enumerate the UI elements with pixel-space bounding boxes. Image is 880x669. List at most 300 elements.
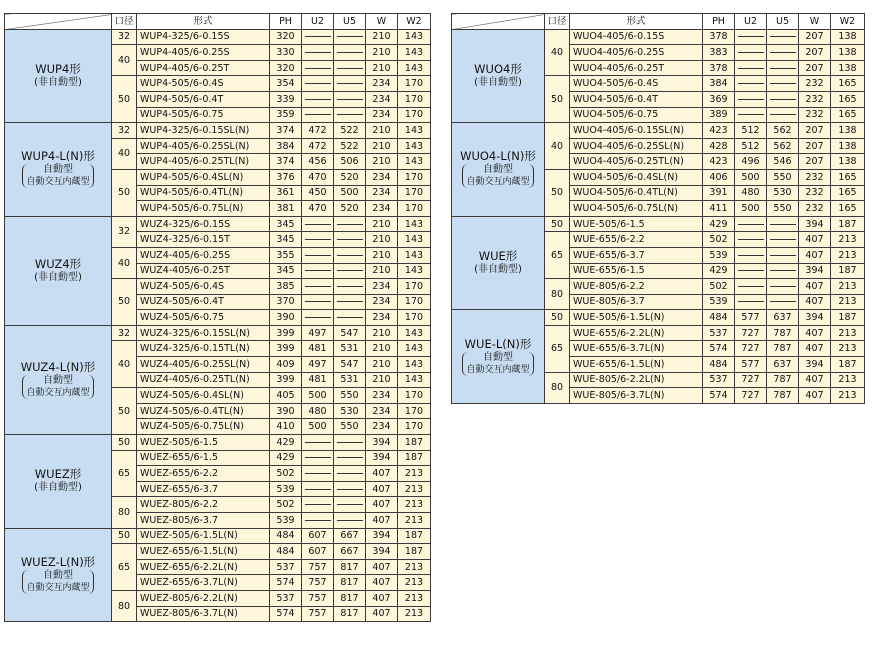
w-cell: 210 xyxy=(366,60,398,76)
w2-cell: 138 xyxy=(831,138,865,154)
u5-cell: 550 xyxy=(334,388,366,404)
w-cell: 394 xyxy=(799,263,831,279)
u2-cell: 757 xyxy=(302,575,334,591)
ph-cell: 484 xyxy=(703,357,735,373)
series-type-bracket xyxy=(462,352,533,376)
model-cell: WUE-655/6-3.7L(N) xyxy=(570,341,703,357)
w2-cell: 170 xyxy=(398,76,431,92)
w-cell: 407 xyxy=(366,513,398,529)
w2-cell: 187 xyxy=(398,544,431,560)
series-type-text: 自動型 xyxy=(42,164,73,176)
w2-cell: 138 xyxy=(831,29,865,45)
model-cell: WUE-655/6-1.5L(N) xyxy=(570,357,703,373)
u2-cell: 577 xyxy=(735,357,767,373)
diameter-cell: 80 xyxy=(112,497,137,528)
w-cell: 407 xyxy=(366,575,398,591)
dash-line xyxy=(337,52,363,53)
dash-line xyxy=(738,239,764,240)
u5-cell-dash xyxy=(334,497,366,513)
w-cell: 210 xyxy=(366,247,398,263)
u2-cell-dash xyxy=(302,107,334,123)
corner-diagonal-cell xyxy=(5,14,112,30)
model-cell: WUZ4-505/6-0.4TL(N) xyxy=(137,403,270,419)
series-label-cell xyxy=(5,435,112,529)
series-label-cell xyxy=(5,216,112,325)
u2-cell-dash xyxy=(302,29,334,45)
u2-cell: 456 xyxy=(302,154,334,170)
model-cell: WUEZ-655/6-2.2 xyxy=(137,466,270,482)
w-cell: 210 xyxy=(366,216,398,232)
u2-cell: 500 xyxy=(735,201,767,217)
u5-cell: 817 xyxy=(334,575,366,591)
u2-cell-dash xyxy=(302,497,334,513)
w-cell: 210 xyxy=(366,263,398,279)
ph-cell: 410 xyxy=(270,419,302,435)
dash-line xyxy=(770,68,796,69)
w-cell: 394 xyxy=(366,435,398,451)
dash-line xyxy=(305,270,331,271)
series-name: WUP4-L(N)形 xyxy=(21,149,95,164)
ph-cell: 320 xyxy=(270,29,302,45)
w-header: W xyxy=(366,14,398,30)
ph-cell: 345 xyxy=(270,263,302,279)
w-cell: 407 xyxy=(799,372,831,388)
u2-cell-dash xyxy=(735,247,767,263)
series-type-text: (非自動型) xyxy=(474,76,522,88)
diameter-header: 口径 xyxy=(112,14,137,30)
w-cell: 234 xyxy=(366,294,398,310)
model-cell: WUE-805/6-3.7 xyxy=(570,294,703,310)
u2-cell-dash xyxy=(735,107,767,123)
w2-cell: 213 xyxy=(398,606,431,622)
w2-cell: 170 xyxy=(398,419,431,435)
w2-cell: 213 xyxy=(398,590,431,606)
table-row xyxy=(452,310,865,326)
w2-cell: 170 xyxy=(398,107,431,123)
table-row xyxy=(5,123,431,139)
model-cell: WUO4-505/6-0.4TL(N) xyxy=(570,185,703,201)
ph-cell: 385 xyxy=(270,279,302,295)
u2-header: U2 xyxy=(302,14,334,30)
w-cell: 210 xyxy=(366,154,398,170)
ph-cell: 409 xyxy=(270,357,302,373)
u2-cell: 496 xyxy=(735,154,767,170)
u2-cell: 500 xyxy=(302,419,334,435)
u2-cell-dash xyxy=(302,310,334,326)
u2-cell: 497 xyxy=(302,357,334,373)
dash-line xyxy=(337,99,363,100)
diameter-cell: 50 xyxy=(112,76,137,123)
u5-cell-dash xyxy=(334,107,366,123)
u5-cell: 787 xyxy=(767,372,799,388)
model-cell: WUO4-405/6-0.25T xyxy=(570,60,703,76)
dash-line xyxy=(738,255,764,256)
diameter-cell: 50 xyxy=(112,279,137,326)
u2-cell-dash xyxy=(302,450,334,466)
w-cell: 207 xyxy=(799,138,831,154)
dash-line xyxy=(305,36,331,37)
model-cell: WUP4-405/6-0.25S xyxy=(137,45,270,61)
u5-cell-dash xyxy=(334,232,366,248)
model-cell: WUO4-505/6-0.75L(N) xyxy=(570,201,703,217)
w-cell: 207 xyxy=(799,123,831,139)
u5-cell-dash xyxy=(767,91,799,107)
u2-cell-dash xyxy=(302,247,334,263)
u2-cell-dash xyxy=(302,60,334,76)
series-name: WUEZ-L(N)形 xyxy=(20,554,96,569)
model-cell: WUEZ-655/6-3.7L(N) xyxy=(137,575,270,591)
w2-cell: 213 xyxy=(398,575,431,591)
u5-cell: 637 xyxy=(767,310,799,326)
w-cell: 407 xyxy=(366,481,398,497)
w2-cell: 170 xyxy=(398,91,431,107)
u5-cell: 547 xyxy=(334,357,366,373)
dash-line xyxy=(770,224,796,225)
u2-cell-dash xyxy=(302,216,334,232)
dash-line xyxy=(305,224,331,225)
w2-cell: 143 xyxy=(398,60,431,76)
series-name: WUE形 xyxy=(478,249,518,263)
u2-cell-dash xyxy=(302,45,334,61)
model-cell: WUZ4-405/6-0.25TL(N) xyxy=(137,372,270,388)
w2-cell: 213 xyxy=(398,466,431,482)
ph-cell: 389 xyxy=(703,107,735,123)
dash-line xyxy=(770,114,796,115)
dash-line xyxy=(337,317,363,318)
u2-cell: 727 xyxy=(735,372,767,388)
w-cell: 407 xyxy=(799,325,831,341)
u2-cell-dash xyxy=(302,435,334,451)
dash-line xyxy=(337,473,363,474)
u5-cell: 522 xyxy=(334,123,366,139)
model-cell: WUP4-505/6-0.75 xyxy=(137,107,270,123)
series-type-bracket xyxy=(22,164,93,188)
w2-cell: 143 xyxy=(398,138,431,154)
ph-cell: 574 xyxy=(270,575,302,591)
u5-cell-dash xyxy=(767,216,799,232)
u5-cell: 787 xyxy=(767,388,799,404)
u2-cell-dash xyxy=(735,60,767,76)
u2-cell-dash xyxy=(735,91,767,107)
u5-cell-dash xyxy=(334,279,366,295)
u5-cell: 550 xyxy=(334,419,366,435)
u5-cell: 817 xyxy=(334,559,366,575)
diameter-cell: 40 xyxy=(545,29,570,76)
model-cell: WUP4-505/6-0.4SL(N) xyxy=(137,169,270,185)
u2-cell: 577 xyxy=(735,310,767,326)
ph-cell: 429 xyxy=(270,435,302,451)
ph-cell: 345 xyxy=(270,216,302,232)
dash-line xyxy=(738,52,764,53)
diameter-cell: 50 xyxy=(545,169,570,216)
u5-cell: 667 xyxy=(334,528,366,544)
diameter-cell: 80 xyxy=(545,279,570,310)
w2-cell: 170 xyxy=(398,201,431,217)
model-cell: WUEZ-805/6-3.7 xyxy=(137,513,270,529)
model-cell: WUO4-505/6-0.4S xyxy=(570,76,703,92)
model-header: 形式 xyxy=(137,14,270,30)
dash-line xyxy=(770,83,796,84)
dash-line xyxy=(337,489,363,490)
u5-cell-dash xyxy=(334,91,366,107)
w2-cell: 138 xyxy=(831,154,865,170)
u5-cell: 531 xyxy=(334,372,366,388)
w2-cell: 165 xyxy=(831,91,865,107)
w-cell: 210 xyxy=(366,372,398,388)
ph-cell: 355 xyxy=(270,247,302,263)
w2-cell: 213 xyxy=(398,513,431,529)
w2-cell: 187 xyxy=(831,310,865,326)
u2-cell: 607 xyxy=(302,544,334,560)
model-cell: WUEZ-655/6-1.5L(N) xyxy=(137,544,270,560)
u5-cell-dash xyxy=(334,435,366,451)
w2-header: W2 xyxy=(831,14,865,30)
u5-cell-dash xyxy=(334,60,366,76)
series-type-text: 自動交互内蔵型 xyxy=(26,177,90,188)
ph-cell: 484 xyxy=(270,544,302,560)
series-name: WUEZ形 xyxy=(34,467,82,482)
model-cell: WUE-805/6-2.2L(N) xyxy=(570,372,703,388)
dash-line xyxy=(305,114,331,115)
series-type-text: 自動型 xyxy=(482,351,513,363)
series-type-text: (非自動型) xyxy=(34,76,82,88)
diameter-cell: 32 xyxy=(112,325,137,341)
u5-cell-dash xyxy=(767,263,799,279)
u5-cell: 550 xyxy=(767,169,799,185)
model-cell: WUZ4-325/6-0.15TL(N) xyxy=(137,341,270,357)
dash-line xyxy=(305,99,331,100)
series-type-text: 自動交互内蔵型 xyxy=(26,582,90,593)
w2-cell: 143 xyxy=(398,372,431,388)
series-type-bracket xyxy=(22,375,93,399)
w-cell: 407 xyxy=(799,279,831,295)
w-cell: 210 xyxy=(366,325,398,341)
series-label-cell xyxy=(5,325,112,434)
u5-cell: 550 xyxy=(767,201,799,217)
spec-table-left-body xyxy=(5,14,431,622)
w2-cell: 170 xyxy=(398,403,431,419)
series-type-text: (非自動型) xyxy=(474,264,522,275)
u5-cell: 520 xyxy=(334,169,366,185)
model-cell: WUP4-405/6-0.25TL(N) xyxy=(137,154,270,170)
w2-cell: 143 xyxy=(398,325,431,341)
ph-cell: 537 xyxy=(703,325,735,341)
w2-cell: 213 xyxy=(831,279,865,295)
model-cell: WUP4-405/6-0.25T xyxy=(137,60,270,76)
w-cell: 234 xyxy=(366,279,398,295)
w2-cell: 213 xyxy=(831,372,865,388)
diameter-cell: 65 xyxy=(112,544,137,591)
table-row xyxy=(5,435,431,451)
w-cell: 232 xyxy=(799,201,831,217)
ph-cell: 361 xyxy=(270,185,302,201)
u5-cell-dash xyxy=(767,60,799,76)
w2-cell: 143 xyxy=(398,29,431,45)
u5-cell: 530 xyxy=(334,403,366,419)
u5-cell-dash xyxy=(334,263,366,279)
dash-line xyxy=(337,224,363,225)
w2-cell: 213 xyxy=(398,497,431,513)
model-cell: WUEZ-505/6-1.5L(N) xyxy=(137,528,270,544)
ph-cell: 370 xyxy=(270,294,302,310)
w2-cell: 165 xyxy=(831,169,865,185)
w-cell: 234 xyxy=(366,107,398,123)
w2-cell: 213 xyxy=(398,481,431,497)
model-cell: WUO4-505/6-0.75 xyxy=(570,107,703,123)
w-cell: 234 xyxy=(366,91,398,107)
diameter-cell: 32 xyxy=(112,123,137,139)
spec-table-left xyxy=(4,13,431,622)
ph-cell: 354 xyxy=(270,76,302,92)
diameter-cell: 50 xyxy=(545,76,570,123)
w2-cell: 213 xyxy=(831,232,865,248)
w2-cell: 170 xyxy=(398,185,431,201)
ph-cell: 502 xyxy=(703,279,735,295)
series-label-cell xyxy=(452,123,545,217)
model-cell: WUEZ-805/6-3.7L(N) xyxy=(137,606,270,622)
dash-line xyxy=(738,68,764,69)
u5-cell: 787 xyxy=(767,341,799,357)
ph-cell: 539 xyxy=(703,294,735,310)
ph-cell: 429 xyxy=(703,263,735,279)
u5-cell-dash xyxy=(767,279,799,295)
ph-cell: 423 xyxy=(703,154,735,170)
w-cell: 394 xyxy=(799,357,831,373)
ph-cell: 574 xyxy=(270,606,302,622)
w2-cell: 187 xyxy=(831,357,865,373)
dash-line xyxy=(770,270,796,271)
ph-cell: 406 xyxy=(703,169,735,185)
u2-cell: 480 xyxy=(302,403,334,419)
u2-cell: 481 xyxy=(302,341,334,357)
series-type-text: 自動交互内蔵型 xyxy=(466,364,530,375)
dash-line xyxy=(337,301,363,302)
diameter-cell: 50 xyxy=(545,310,570,326)
w-cell: 210 xyxy=(366,29,398,45)
model-cell: WUEZ-805/6-2.2 xyxy=(137,497,270,513)
model-cell: WUP4-325/6-0.15SL(N) xyxy=(137,123,270,139)
dash-line xyxy=(738,99,764,100)
w2-cell: 187 xyxy=(398,528,431,544)
w-cell: 232 xyxy=(799,107,831,123)
u5-cell-dash xyxy=(767,107,799,123)
table-row xyxy=(5,29,431,45)
ph-cell: 429 xyxy=(703,216,735,232)
u5-cell-dash xyxy=(334,466,366,482)
diameter-cell: 50 xyxy=(545,216,570,232)
model-cell: WUZ4-505/6-0.4T xyxy=(137,294,270,310)
w-cell: 207 xyxy=(799,45,831,61)
series-name: WUZ4-L(N)形 xyxy=(20,359,96,374)
u5-header: U5 xyxy=(334,14,366,30)
u5-cell: 817 xyxy=(334,606,366,622)
model-cell: WUZ4-505/6-0.4S xyxy=(137,279,270,295)
diameter-header: 口径 xyxy=(545,14,570,30)
w-cell: 407 xyxy=(799,232,831,248)
series-label-cell xyxy=(5,29,112,123)
w2-cell: 143 xyxy=(398,45,431,61)
u5-cell: 817 xyxy=(334,590,366,606)
u5-cell: 787 xyxy=(767,325,799,341)
dash-line xyxy=(305,442,331,443)
series-type-text: 自動型 xyxy=(42,569,73,581)
dash-line xyxy=(738,286,764,287)
u5-cell-dash xyxy=(334,247,366,263)
model-cell: WUP4-505/6-0.4TL(N) xyxy=(137,185,270,201)
u2-cell-dash xyxy=(302,294,334,310)
series-name: WUE-L(N)形 xyxy=(464,336,532,351)
u2-cell-dash xyxy=(302,91,334,107)
w2-cell: 170 xyxy=(398,294,431,310)
diameter-cell: 50 xyxy=(112,388,137,435)
w2-cell: 138 xyxy=(831,60,865,76)
diameter-cell: 40 xyxy=(112,45,137,76)
w2-cell: 143 xyxy=(398,154,431,170)
ph-cell: 339 xyxy=(270,91,302,107)
dash-line xyxy=(305,286,331,287)
ph-cell: 537 xyxy=(270,559,302,575)
u5-cell-dash xyxy=(334,29,366,45)
series-type-text: (非自動型) xyxy=(34,271,82,283)
dash-line xyxy=(337,255,363,256)
ph-cell: 399 xyxy=(270,341,302,357)
model-cell: WUE-655/6-2.2 xyxy=(570,232,703,248)
table-row xyxy=(452,29,865,45)
ph-cell: 484 xyxy=(270,528,302,544)
series-label-cell xyxy=(452,29,545,123)
w-header: W xyxy=(799,14,831,30)
dash-line xyxy=(305,239,331,240)
w-cell: 234 xyxy=(366,388,398,404)
w2-cell: 165 xyxy=(831,185,865,201)
u5-cell: 530 xyxy=(767,185,799,201)
w2-cell: 143 xyxy=(398,232,431,248)
u2-cell: 727 xyxy=(735,325,767,341)
diameter-cell: 50 xyxy=(112,528,137,544)
model-cell: WUEZ-505/6-1.5 xyxy=(137,435,270,451)
ph-cell: 502 xyxy=(703,232,735,248)
w-cell: 407 xyxy=(799,388,831,404)
model-cell: WUZ4-505/6-0.75L(N) xyxy=(137,419,270,435)
ph-cell: 428 xyxy=(703,138,735,154)
w-cell: 207 xyxy=(799,29,831,45)
ph-cell: 391 xyxy=(703,185,735,201)
model-cell: WUP4-325/6-0.15S xyxy=(137,29,270,45)
model-cell: WUE-655/6-1.5 xyxy=(570,263,703,279)
u2-cell: 607 xyxy=(302,528,334,544)
u2-cell: 470 xyxy=(302,201,334,217)
model-cell: WUZ4-405/6-0.25SL(N) xyxy=(137,357,270,373)
model-cell: WUP4-405/6-0.25SL(N) xyxy=(137,138,270,154)
model-cell: WUE-505/6-1.5L(N) xyxy=(570,310,703,326)
u2-cell: 450 xyxy=(302,185,334,201)
ph-cell: 320 xyxy=(270,60,302,76)
model-cell: WUO4-405/6-0.25SL(N) xyxy=(570,138,703,154)
u2-cell-dash xyxy=(735,294,767,310)
model-cell: WUE-805/6-2.2 xyxy=(570,279,703,295)
w-cell: 232 xyxy=(799,76,831,92)
u5-cell-dash xyxy=(767,29,799,45)
model-cell: WUE-505/6-1.5 xyxy=(570,216,703,232)
ph-cell: 330 xyxy=(270,45,302,61)
w2-cell: 213 xyxy=(831,341,865,357)
w2-cell: 213 xyxy=(831,247,865,263)
u2-cell: 757 xyxy=(302,590,334,606)
u2-cell-dash xyxy=(735,45,767,61)
model-cell: WUZ4-505/6-0.4SL(N) xyxy=(137,388,270,404)
dash-line xyxy=(770,99,796,100)
ph-cell: 369 xyxy=(703,91,735,107)
